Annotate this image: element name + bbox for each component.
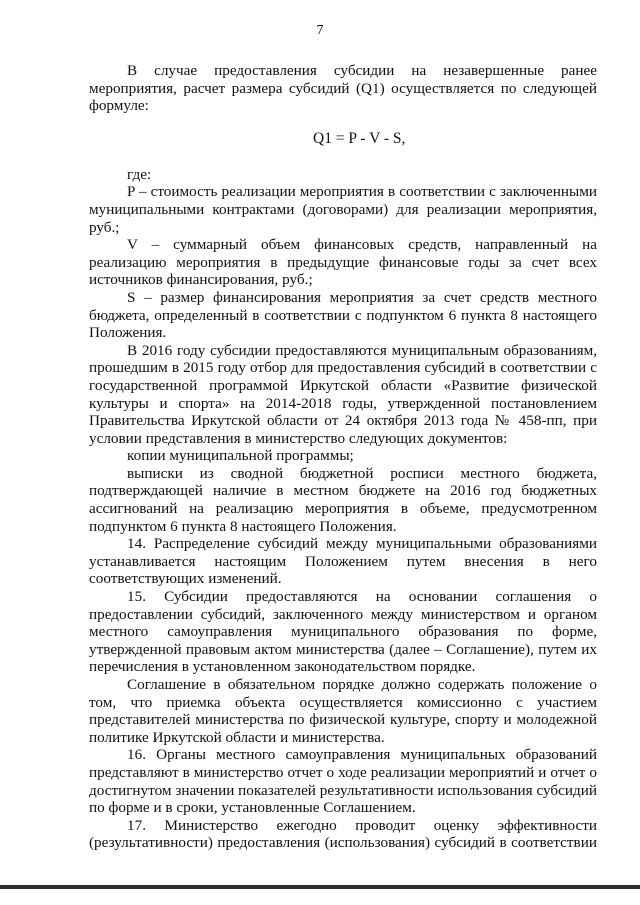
scan-bottom-edge — [0, 885, 640, 889]
document-extracts: выписки из сводной бюджетной росписи местного бюджета, подтверждающей наличие в местном бюджете на 2016 год бюджетных ассигнований на реализацию мероприятия в объеме, предусмотренном подпунктом 6 пункта 8 настоящего Положения. — [89, 464, 597, 535]
item-17: 17. Министерство ежегодно проводит оценку эффективности (результативности) предоставления (использования) субсидий в соответствии — [89, 816, 597, 852]
document-body — [89, 62, 597, 852]
intro-paragraph: В случае предоставления субсидии на незавершенные ранее мероприятия, расчет размера субсидий (Q1) осуществляется по следующей формуле: — [89, 62, 597, 115]
paragraph-2016: В 2016 году субсидии предоставляются муниципальным образованиям, прошедшим в 2015 году отбор для предоставления субсидий в соответствии с государственной программой Иркутской области «Развитие физической культуры и спорта» на 2014-2018 годы, утвержденной постановлением Правительства Иркутской области от 24 октября 2013 года № 458-пп, при условии представления в министерство следующих документов: — [89, 341, 597, 447]
item-16: 16. Органы местного самоуправления муниципальных образований представляют в министерство отчет о ходе реализации мероприятий и отчет о достигнутом значении показателей результативности использования субсидий по форме и в сроки, установленные Соглашением. — [89, 746, 597, 817]
document-copies: копии муниципальной программы; — [127, 447, 354, 465]
definition-v: V – суммарный объем финансовых средств, направленный на реализацию мероприятия в предыдущие финансовые годы за счет всех источников финансирования, руб.; — [89, 236, 597, 289]
definition-s: S – размер финансирования мероприятия за счет средств местного бюджета, определенный в соответствии с подпунктом 6 пункта 8 настоящего Положения. — [89, 288, 597, 342]
item-15: 15. Субсидии предоставляются на основании соглашения о предоставлении субсидий, заключенного между министерством и органом местного самоуправления муниципального образования по форме, утвержденной правовым актом министерства (далее – Соглашение), путем их перечисления в установленном законодательством порядке. — [89, 588, 597, 676]
formula: Q1 = P - V - S, — [313, 129, 406, 147]
item-14: 14. Распределение субсидий между муниципальными образованиями устанавливается настоящим Положением путем внесения в него соответствующих изменений. — [89, 535, 597, 588]
page-number: 7 — [316, 23, 324, 38]
agreement-paragraph: Соглашение в обязательном порядке должно содержать положение о том, что приемка объекта осуществляется комиссионно с участием представителей министерства по физической культуре, спорту и молодежной политике Иркутской области и министерства. — [89, 676, 597, 746]
definition-p: P – стоимость реализации мероприятия в соответствии с заключенными муниципальными контрактами (договорами) для реализации мероприятия, руб.; — [89, 183, 597, 236]
where-label: где: — [127, 165, 152, 183]
